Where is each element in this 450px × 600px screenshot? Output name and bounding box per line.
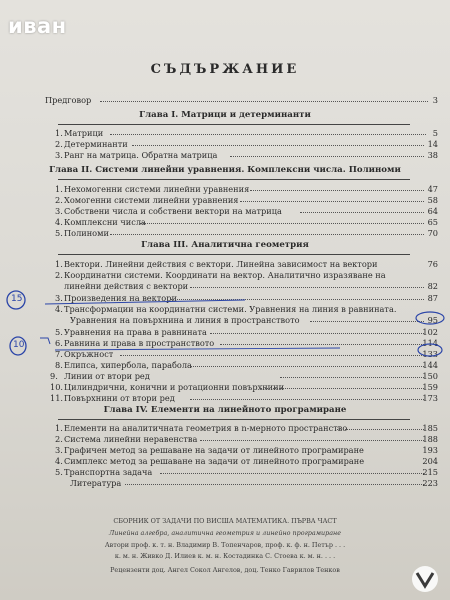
toc-item-page: 193 — [422, 445, 438, 455]
toc-item-text: Повърхнини от втори ред — [64, 393, 175, 403]
toc-item-page: 133 — [422, 349, 438, 359]
ink-underline — [55, 348, 340, 350]
watermark: иван — [8, 14, 67, 38]
toc-item-text: Равнина и права в пространството — [64, 338, 215, 348]
toc-item-text: линейни действия с вектори — [64, 281, 189, 291]
toc-item-num: 1. — [55, 128, 63, 138]
ink-circle — [418, 344, 442, 356]
toc-item-page: 76 — [427, 259, 438, 269]
ink-circle — [416, 312, 444, 324]
toc-item-text: Полиноми — [64, 228, 109, 238]
toc-item-text: Матрици — [64, 128, 104, 138]
toc-item-num: 3. — [55, 293, 63, 303]
toc-item-text: Уравнения на права в равнината — [64, 327, 207, 337]
toc-item-text: Координатни системи. Координати на вектор. Аналитично изразяване на — [64, 270, 386, 280]
toc-item-text: Система линейни неравенства — [64, 434, 198, 444]
imprint-title: СБОРНИК ОТ ЗАДАЧИ ПО ВИСША МАТЕМАТИКА. ПЪРВА ЧАСТ — [113, 517, 337, 525]
toc-item-text: Елипса, хипербола, парабола — [64, 360, 192, 370]
imprint-authors: Автори проф. к. т. н. Владимир В. Топенчаров, проф. к. ф. н. Петър . . . — [104, 541, 346, 549]
imprint-authors-2: к. м. н. Живко Д. Илиев к. м. н. Костадинка С. Стоева к. м. н. . . . — [114, 552, 336, 560]
toc-item-num: 3. — [55, 150, 63, 160]
toc-item-text: Собствени числа и собствени вектори на матрица — [64, 206, 282, 216]
toc-item-text: Комплексни числа — [64, 217, 146, 227]
toc-item-text: Транспортна задача — [64, 467, 153, 477]
toc-item-text: Предговор — [45, 95, 92, 105]
toc-item-text: Цилиндрични, конични и ротационни повърхнини — [64, 382, 285, 392]
toc-item-num: 7. — [55, 349, 63, 359]
page-title: СЪДЪРЖАНИЕ — [150, 62, 300, 77]
toc-item-page: 5 — [432, 128, 438, 138]
toc-item-text: Уравнения на повърхнина и линия в пространството — [70, 315, 300, 325]
toc-item-num: 6. — [55, 338, 63, 348]
toc-item-num: 2. — [55, 434, 63, 444]
toc-item-text: Детерминанти — [64, 139, 128, 149]
imprint-subtitle: Линейна алгебра, аналитична геометрия и линейно програмиране — [108, 529, 342, 537]
toc-item-num: 3. — [55, 445, 63, 455]
toc-item-num: 5. — [55, 327, 63, 337]
toc-item-page: 64 — [427, 206, 438, 216]
toc-item-page: 47 — [427, 184, 438, 194]
toc-item-page: 185 — [422, 423, 438, 433]
toc-item-num: 9. — [50, 371, 58, 381]
toc-item-num: 11. — [50, 393, 64, 403]
toc-item-num: 10. — [50, 382, 64, 392]
toc-item-page: 102 — [422, 327, 438, 337]
imprint-reviewers: Рецензенти доц. Ангел Сокол Ангелов, доц. Тенко Гаврилов Тенков — [110, 566, 340, 574]
toc-item-text: Окръжност — [64, 349, 114, 359]
toc-item-page: 204 — [422, 456, 438, 466]
chapter-heading: Глава II. Системи линейни уравнения. Комплексни числа. Полиноми — [49, 165, 401, 175]
toc-item-page: 95 — [427, 315, 438, 325]
toc-item-num: 1. — [55, 423, 63, 433]
toc-item-page: 3 — [432, 95, 438, 105]
toc-item-num: 4. — [55, 217, 63, 227]
toc-item-num: 5. — [55, 467, 63, 477]
toc-item-text: Произведения на вектори — [64, 293, 177, 303]
toc-item-num: 5. — [55, 228, 63, 238]
toc-item-num: 8. — [55, 360, 63, 370]
chapter-heading: Глава III. Аналитична геометрия — [141, 240, 309, 250]
toc-item-page: 14 — [427, 139, 438, 149]
toc-item-page: 82 — [427, 281, 438, 291]
toc-item-num: 2. — [55, 195, 63, 205]
chapter-heading: Глава I. Матрици и детерминанти — [139, 110, 311, 120]
toc-item-num: 4. — [55, 456, 63, 466]
toc-item-page: 150 — [422, 371, 438, 381]
toc-item-text: Графичен метод за решаване на задачи от линейното програмиране — [64, 445, 364, 455]
toc-item-page: 58 — [427, 195, 438, 205]
toc-item-page: 144 — [422, 360, 438, 370]
ink-number: 15 — [11, 294, 23, 304]
logo-icon — [406, 564, 444, 594]
toc-item-num: 1. — [55, 184, 63, 194]
toc-item-text: Вектори. Линейни действия с вектори. Линейна зависимост на вектори — [64, 259, 378, 269]
ink-mark — [40, 338, 50, 344]
toc-item-page: 70 — [427, 228, 438, 238]
chapter-heading: Глава IV. Елементи на линейното програмиране — [103, 405, 347, 415]
toc-item-num: 2. — [55, 270, 63, 280]
toc-item-text: Линии от втори ред — [64, 371, 150, 381]
toc-item-page: 65 — [427, 217, 438, 227]
toc-item-num: 2. — [55, 139, 63, 149]
toc-item-page: 38 — [427, 150, 438, 160]
toc-item-page: 215 — [422, 467, 438, 477]
toc-item-page: 87 — [427, 293, 438, 303]
toc-item-page: 159 — [422, 382, 438, 392]
toc-item-text: Литература — [70, 478, 122, 488]
toc-item-num: 4. — [55, 304, 63, 314]
toc-item-text: Трансформации на координатни системи. Уравнения на линия в равнината. — [64, 304, 397, 314]
toc-item-page: 188 — [422, 434, 438, 444]
toc-item-page: 173 — [422, 393, 438, 403]
toc-item-text: Нехомогенни системи линейни уравнения — [64, 184, 250, 194]
ink-underline — [45, 300, 245, 304]
toc-item-text: Хомогенни системи линейни уравнения — [64, 195, 239, 205]
toc-item-text: Ранг на матрица. Обратна матрица — [64, 150, 218, 160]
toc-item-num: 1. — [55, 259, 63, 269]
toc-item-num: 3. — [55, 206, 63, 216]
toc-item-page: 114 — [422, 338, 438, 348]
toc-item-text: Симплекс метод за решаване на задачи от линейното програмиране — [64, 456, 365, 466]
toc-item-text: Елементи на аналитичната геометрия в n-мерното пространство — [64, 423, 348, 433]
toc-item-page: 223 — [422, 478, 438, 488]
ink-number: 10 — [13, 340, 25, 350]
